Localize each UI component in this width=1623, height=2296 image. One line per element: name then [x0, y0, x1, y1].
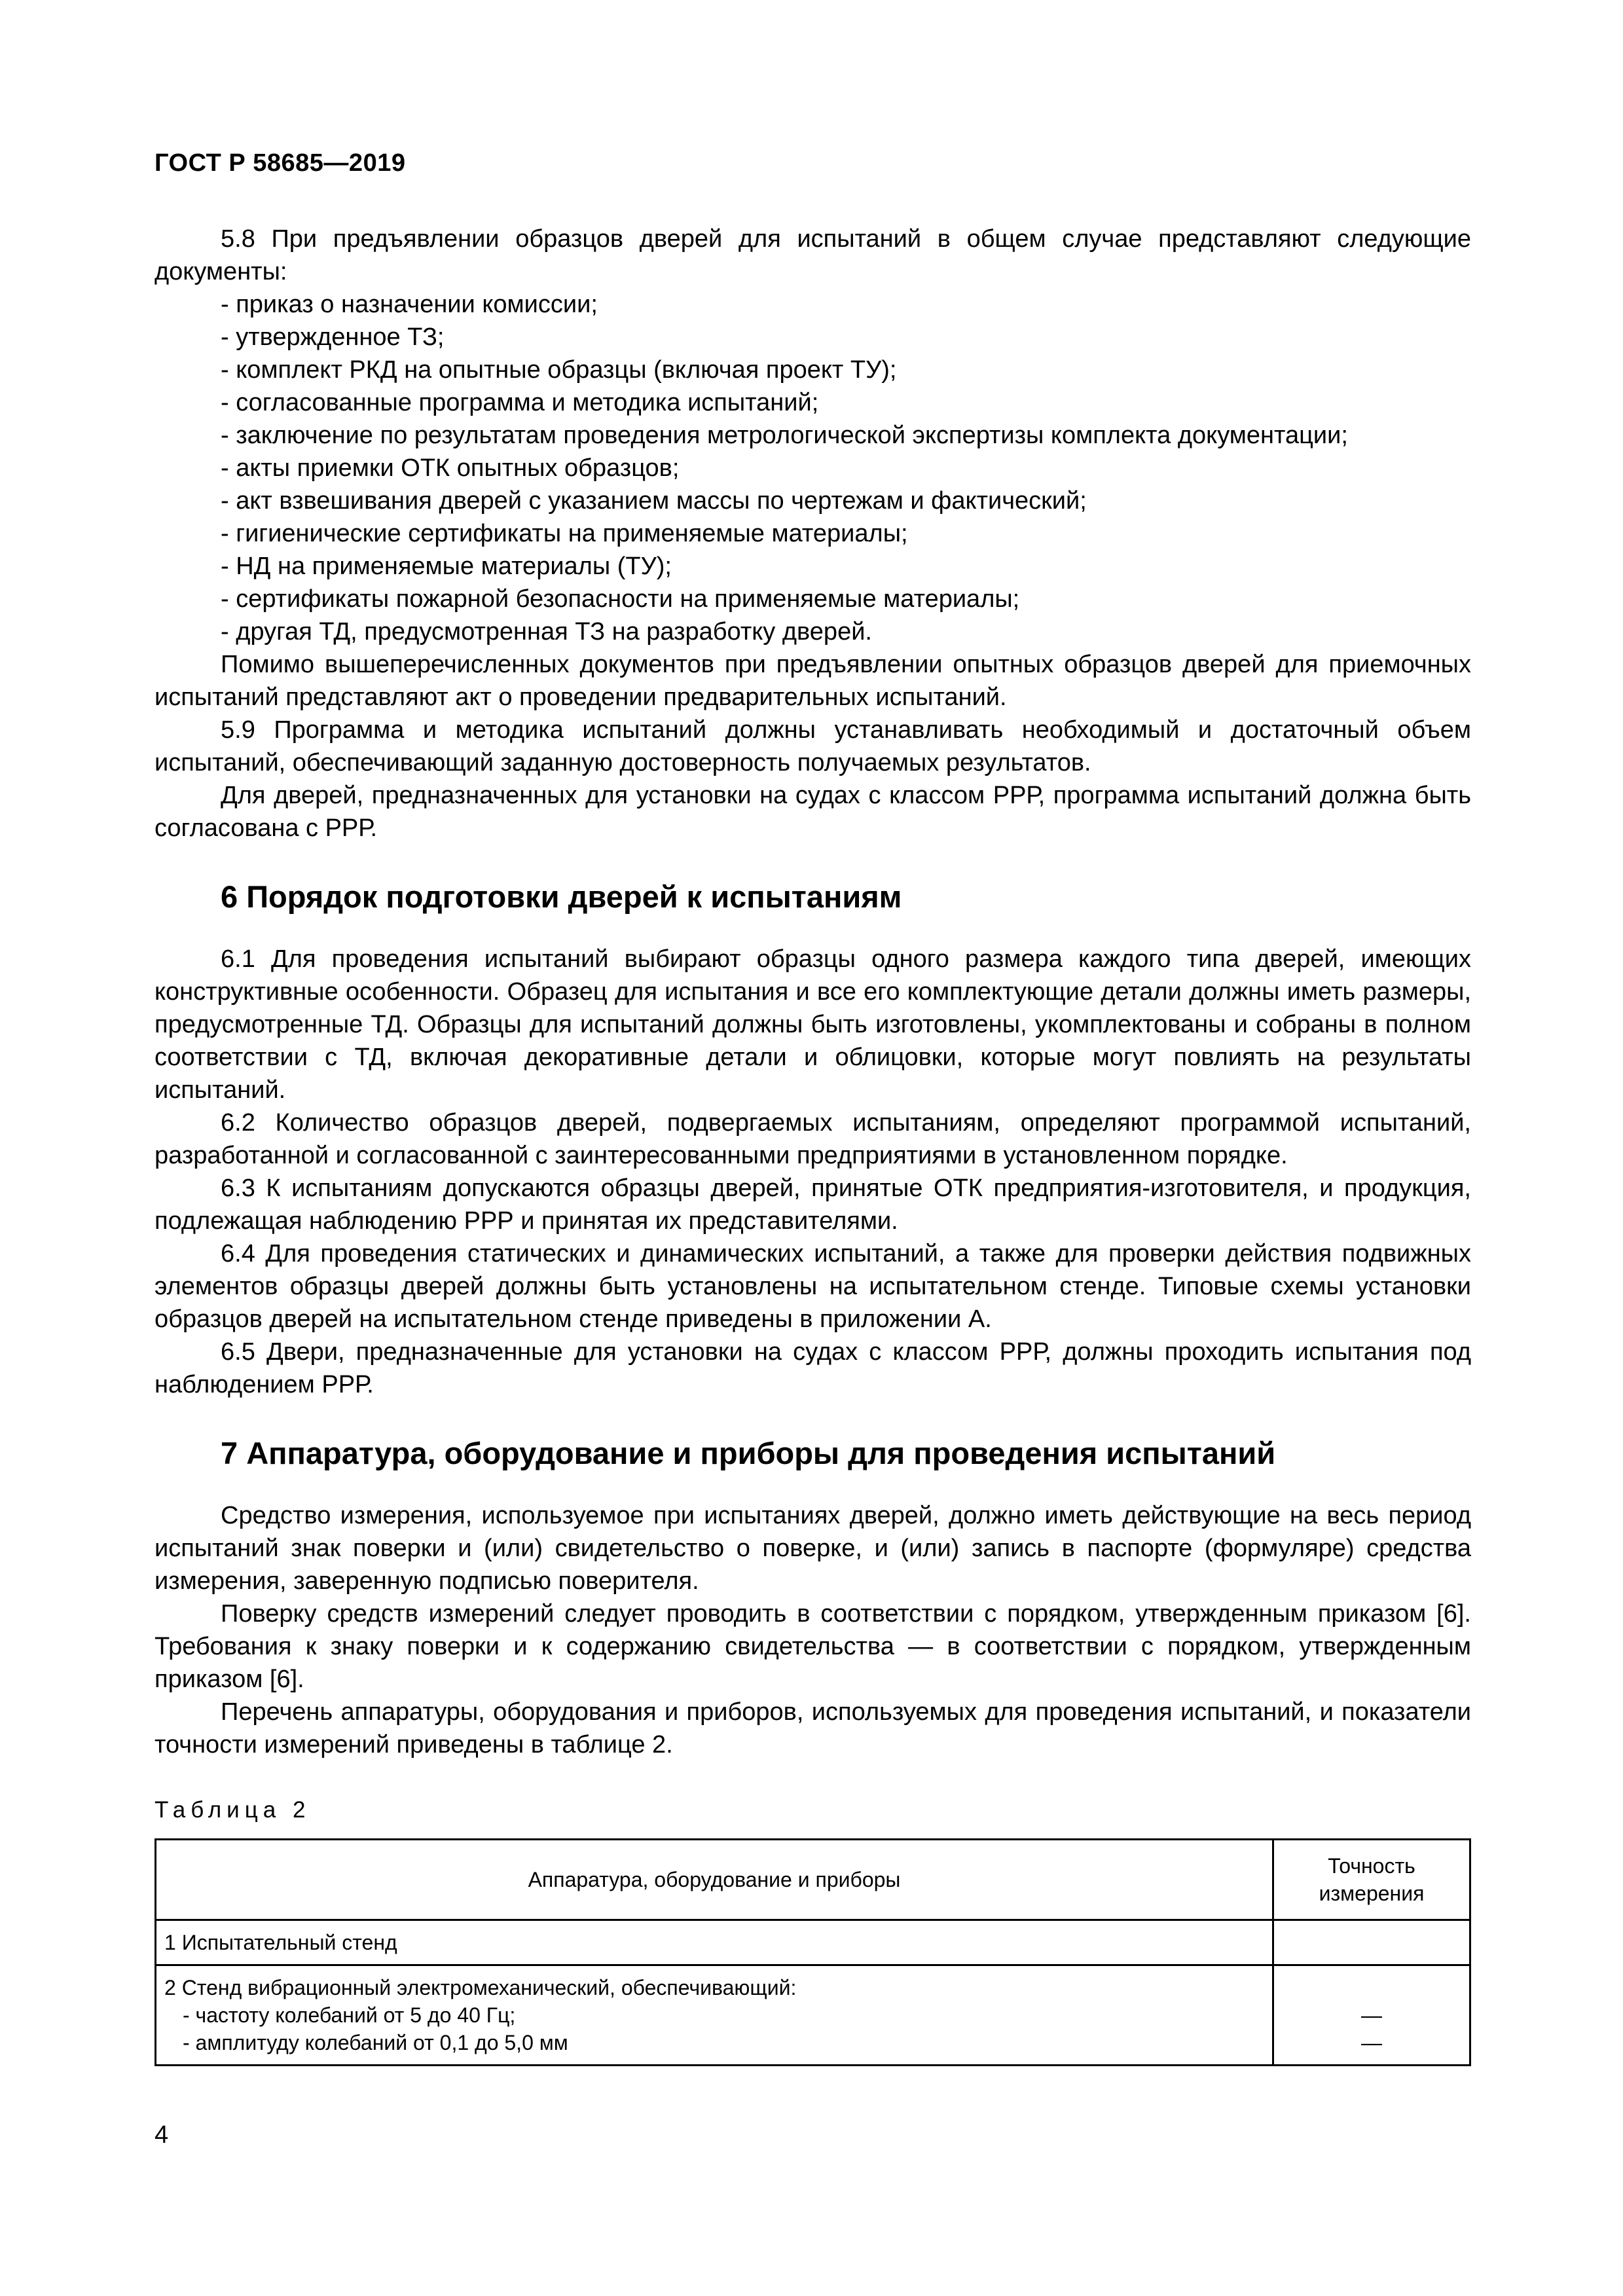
para-7-2: Поверку средств измерений следует проводить в соответствии с порядком, утвержденным приказом [6]. Требования к знаку поверки и к содержанию свидетельства — в соответствии с порядком, утвержденным приказом [6]. — [155, 1600, 1471, 1693]
row2-sub2: - амплитуду колебаний от 0,1 до 5,0 мм — [183, 2031, 568, 2054]
equipment-table — [155, 1838, 1471, 2066]
page-number: 4 — [155, 2121, 169, 2149]
para-6-1: 6.1 Для проведения испытаний выбирают образцы одного размера каждого типа дверей, имеющих конструктивные особенности. Образец для испытания и все его комплектующие детали должны иметь размеры, предусмотренные ТД. Образцы для испытаний должны быть изготовлены, укомплектованы и собраны в полном соответствии с ТД, включая декоративные детали и облицовки, которые могут повлиять на результаты испытаний. — [155, 945, 1471, 1104]
table-cell: 1 Испытательный стенд — [156, 1920, 1273, 1965]
table-header-row — [156, 1840, 1470, 1920]
list-item: - комплект РКД на опытные образцы (включая проект ТУ); — [221, 354, 1471, 386]
list-item: - сертификаты пожарной безопасности на применяемые материалы; — [221, 583, 1471, 615]
list-item: - согласованные программа и методика испытаний; — [221, 386, 1471, 419]
list-item: - другая ТД, предусмотренная ТЗ на разработку дверей. — [221, 615, 1471, 648]
list-item: - акты приемки ОТК опытных образцов; — [221, 452, 1471, 484]
document-body — [155, 223, 1471, 2066]
row2-acc2: — — [1361, 2031, 1382, 2054]
list-item: - гигиенические сертификаты на применяемые материалы; — [221, 517, 1471, 550]
table-header-equipment: Аппаратура, оборудование и приборы — [156, 1840, 1273, 1920]
para-5-8-b: Помимо вышеперечисленных документов при предъявлении опытных образцов дверей для приемочных испытаний представляют акт о проведении предварительных испытаний. — [155, 651, 1471, 711]
list-item: - утвержденное ТЗ; — [221, 321, 1471, 354]
list-item: - акт взвешивания дверей с указанием массы по чертежам и фактический; — [221, 484, 1471, 517]
section-7-heading: 7 Аппаратура, оборудование и приборы для проведения испытаний — [221, 1436, 1276, 1470]
row2-sub1: - частоту колебаний от 5 до 40 Гц; — [183, 2003, 516, 2027]
table-cell — [1273, 1965, 1470, 2066]
table-header-accuracy: Точность измерения — [1273, 1840, 1470, 1920]
table-row — [156, 1920, 1470, 1965]
para-6-3: 6.3 К испытаниям допускаются образцы дверей, принятые ОТК предприятия-изготовителя, и продукция, подлежащая наблюдению РРР и принятая их представителями. — [155, 1175, 1471, 1235]
para-6-2: 6.2 Количество образцов дверей, подвергаемых испытаниям, определяют программой испытаний, разработанной и согласованной с заинтересованными предприятиями в установленном порядке. — [155, 1109, 1471, 1169]
list-item: - НД на применяемые материалы (ТУ); — [221, 550, 1471, 583]
table-row — [156, 1965, 1470, 2066]
para-7-1: Средство измерения, используемое при испытаниях дверей, должно иметь действующие на весь период испытаний знак поверки и (или) свидетельство о поверке, и (или) запись в паспорте (формуляре) средства измерения, заверенную подписью поверителя. — [155, 1502, 1471, 1595]
table-cell — [1273, 1920, 1470, 1965]
para-6-5: 6.5 Двери, предназначенные для установки на судах с классом РРР, должны проходить испытания под наблюдением РРР. — [155, 1338, 1471, 1398]
para-7-3: Перечень аппаратуры, оборудования и приборов, используемых для проведения испытаний, и показатели точности измерений приведены в таблице 2. — [155, 1698, 1471, 1758]
row2-title: 2 Стенд вибрационный электромеханический, обеспечивающий: — [164, 1976, 797, 1999]
table-caption: Таблица 2 — [155, 1797, 311, 1823]
list-item: - заключение по результатам проведения метрологической экспертизы комплекта документации; — [221, 419, 1471, 452]
doc-header: ГОСТ Р 58685—2019 — [155, 149, 406, 177]
list-item: - приказ о назначении комиссии; — [221, 288, 1471, 321]
section-6-heading: 6 Порядок подготовки дверей к испытаниям — [221, 879, 902, 914]
para-6-4: 6.4 Для проведения статических и динамических испытаний, а также для проверки действия подвижных элементов образцы дверей должны быть установлены на испытательном стенде. Типовые схемы установки образцов дверей на испытательном стенде приведены в приложении А. — [155, 1240, 1471, 1333]
para-5-8: 5.8 При предъявлении образцов дверей для испытаний в общем случае представляют следующие документы: — [155, 225, 1471, 285]
para-5-9-b: Для дверей, предназначенных для установки на судах с классом РРР, программа испытаний должна быть согласована с РРР. — [155, 782, 1471, 842]
row2-acc1: — — [1361, 2003, 1382, 2027]
table-cell — [156, 1965, 1273, 2066]
para-5-9: 5.9 Программа и методика испытаний должны устанавливать необходимый и достаточный объем испытаний, обеспечивающий заданную достоверность получаемых результатов. — [155, 716, 1471, 776]
documents-list — [155, 288, 1471, 648]
